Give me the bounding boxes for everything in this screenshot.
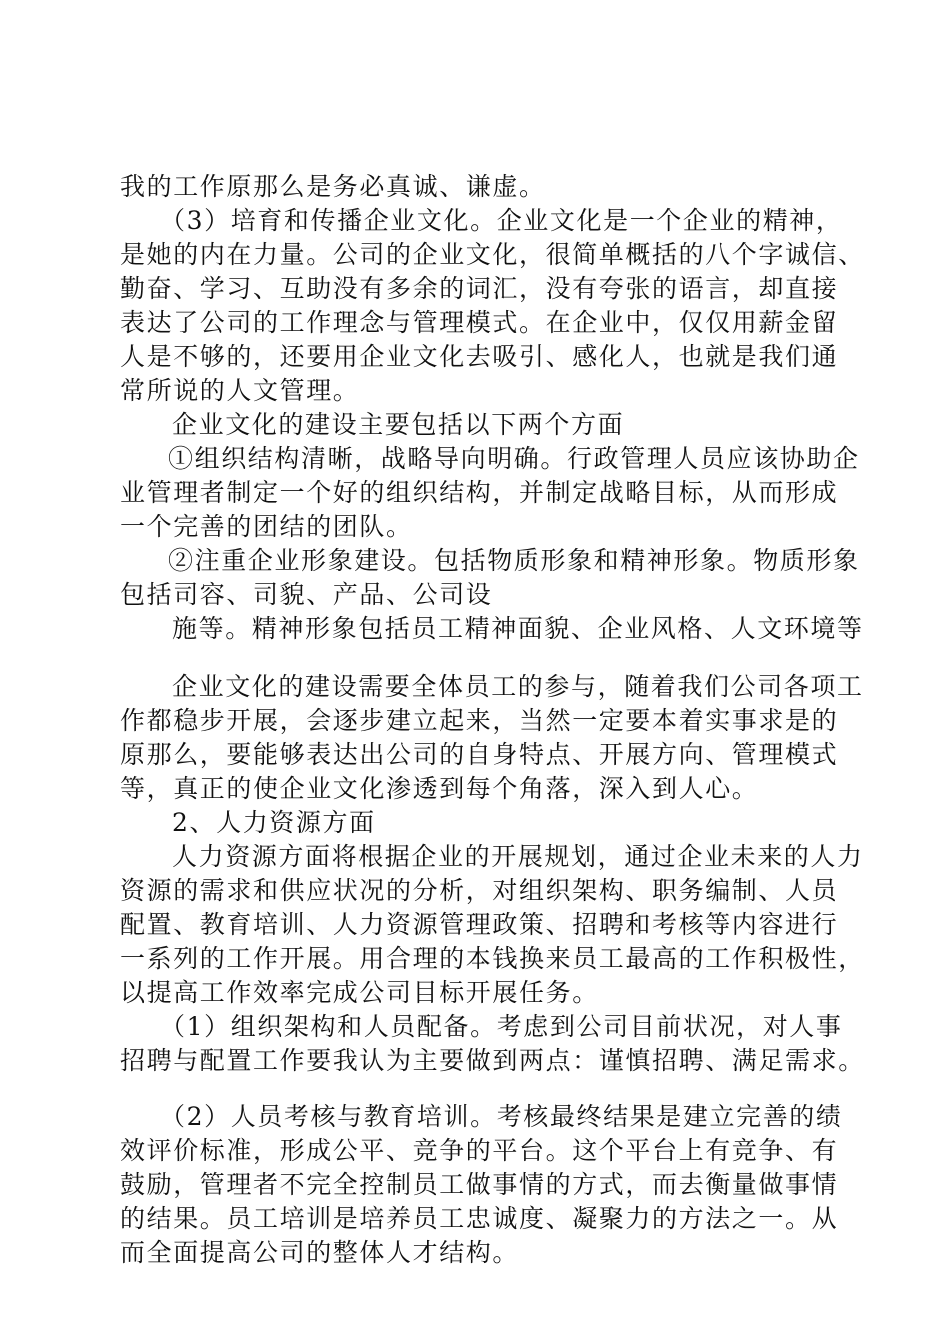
text-line: 原那么，要能够表达出公司的自身特点、开展方向、管理模式 [120,740,839,769]
text-line: 配置、教育培训、人力资源管理政策、招聘和考核等内容进行 [120,910,839,939]
text-line: 是她的内在力量。公司的企业文化，很简单概括的八个字诚信、 [120,240,865,269]
text-line: 业管理者制定一个好的组织结构，并制定战略目标，从而形成 [120,478,839,507]
text-line: 我的工作原那么是务必真诚、谦虚。 [120,172,546,201]
text-line: 勤奋、学习、互助没有多余的词汇，没有夸张的语言，却直接 [120,274,839,303]
text-line: 而全面提高公司的整体人才结构。 [120,1238,520,1267]
text-line: 等，真正的使企业文化渗透到每个角落，深入到人心。 [120,774,759,803]
text-line: （3）培育和传播企业文化。企业文化是一个企业的精神， [160,206,843,235]
text-line: 以提高工作效率完成公司目标开展任务。 [120,978,599,1007]
text-line: 施等。精神形象包括员工精神面貌、企业风格、人文环境等 [172,614,864,643]
text-line: （1）组织架构和人员配备。考虑到公司目前状况，对人事 [160,1012,843,1041]
text-line: 表达了公司的工作理念与管理模式。在企业中，仅仅用薪金留 [120,308,839,337]
text-line: 的结果。员工培训是培养员工忠诚度、凝聚力的方法之一。从 [120,1204,839,1233]
text-line: ②注重企业形象建设。包括物质形象和精神形象。物质形象 [168,546,860,575]
text-line: 企业文化的建设需要全体员工的参与，随着我们公司各项工 [172,672,864,701]
section-heading: 2、人力资源方面 [172,808,376,837]
text-line: 一个完善的团结的团队。 [120,512,413,541]
text-line: 效评价标准，形成公平、竞争的平台。这个平台上有竞争、有 [120,1136,839,1165]
text-line: 资源的需求和供应状况的分析，对组织架构、职务编制、人员 [120,876,839,905]
text-line: 企业文化的建设主要包括以下两个方面 [172,410,625,439]
text-line: 一系列的工作开展。用合理的本钱换来员工最高的工作积极性， [120,944,865,973]
text-line: ①组织结构清晰，战略导向明确。行政管理人员应该协助企 [168,444,860,473]
text-line: 常所说的人文管理。 [120,376,360,405]
text-line: 作都稳步开展，会逐步建立起来，当然一定要本着实事求是的 [120,706,839,735]
text-line: 包括司容、司貌、产品、公司设 [120,580,493,609]
text-line: （2）人员考核与教育培训。考核最终结果是建立完善的绩 [160,1102,843,1131]
text-line: 人是不够的，还要用企业文化去吸引、感化人，也就是我们通 [120,342,839,371]
text-line: 招聘与配置工作要我认为主要做到两点：谨慎招聘、满足需求。 [120,1046,865,1075]
text-line: 人力资源方面将根据企业的开展规划，通过企业未来的人力 [172,842,864,871]
text-line: 鼓励，管理者不完全控制员工做事情的方式，而去衡量做事情 [120,1170,839,1199]
